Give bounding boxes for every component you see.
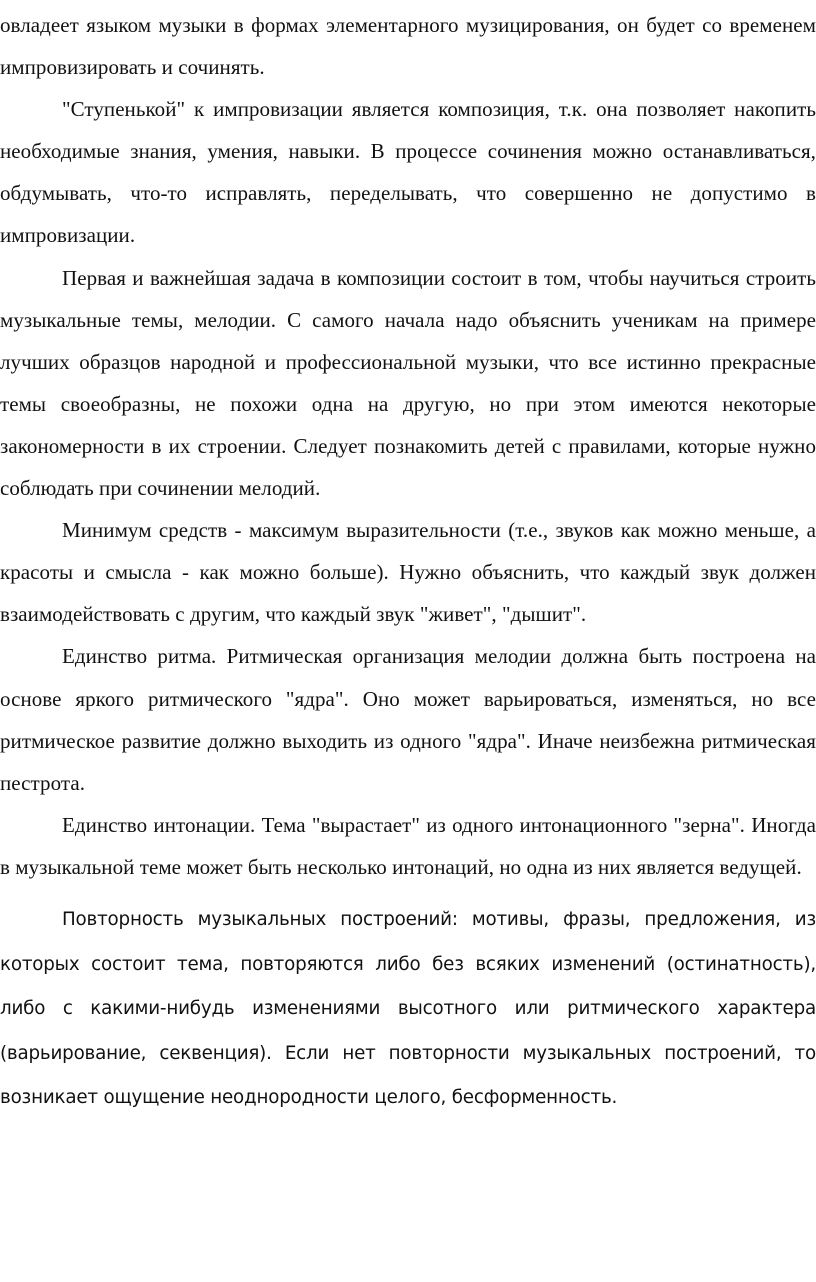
- paragraph-rhythm-unity: Единство ритма. Ритмическая организация мелодии должна быть построена на основе яркого ритмического "ядра". Оно может варьироваться, изменяться, но все ритмическое развитие должно выходить из одного "ядра". Иначе неизбежна ритмическая пестрота.: [0, 644, 816, 795]
- paragraph-minimum-means: Минимум средств - максимум выразительности (т.е., звуков как можно меньше, а красоты и смысла - как можно больше). Нужно объяснить, что каждый звук должен взаимодействовать с другим, что каждый звук "живет", "дышит".: [0, 518, 816, 627]
- paragraph-first-task: Первая и важнейшая задача в композиции состоит в том, чтобы научиться строить музыкальные темы, мелодии. С самого начала надо объяснить ученикам на примере лучших образцов народной и профессиональной музыки, что все истинно прекрасные темы своеобразны, не похожи одна на другую, но при этом имеются некоторые закономерности в их строении. Следует познакомить детей с правилами, которые нужно соблюдать при сочинении мелодий.: [0, 265, 816, 501]
- paragraph-repetition: Повторность музыкальных построений: мотивы, фразы, предложения, из которых состоит тема, повторяются либо без всяких изменений (остинатность), либо с какими-нибудь изменениями высотного или ритмического характера (варьирование, секвенция). Если нет повторности музыкальных построений, то возникает ощущение неоднородности целого, бесформенность.: [0, 908, 816, 1109]
- paragraph-composition: "Ступенькой" к импровизации является композиция, т.к. она позволяет накопить необходимые знания, умения, навыки. В процессе сочинения можно останавливаться, обдумывать, что-то исправлять, переделывать, что совершенно не допустимо в импровизации.: [0, 97, 816, 248]
- paragraph-intro-continuation: овладеет языком музыки в формах элементарного музицирования, он будет со временем импровизировать и сочинять.: [0, 13, 816, 80]
- paragraph-intonation-unity: Единство интонации. Тема "вырастает" из одного интонационного "зерна". Иногда в музыкальной теме может быть несколько интонаций, но одна из них является ведущей.: [0, 812, 816, 879]
